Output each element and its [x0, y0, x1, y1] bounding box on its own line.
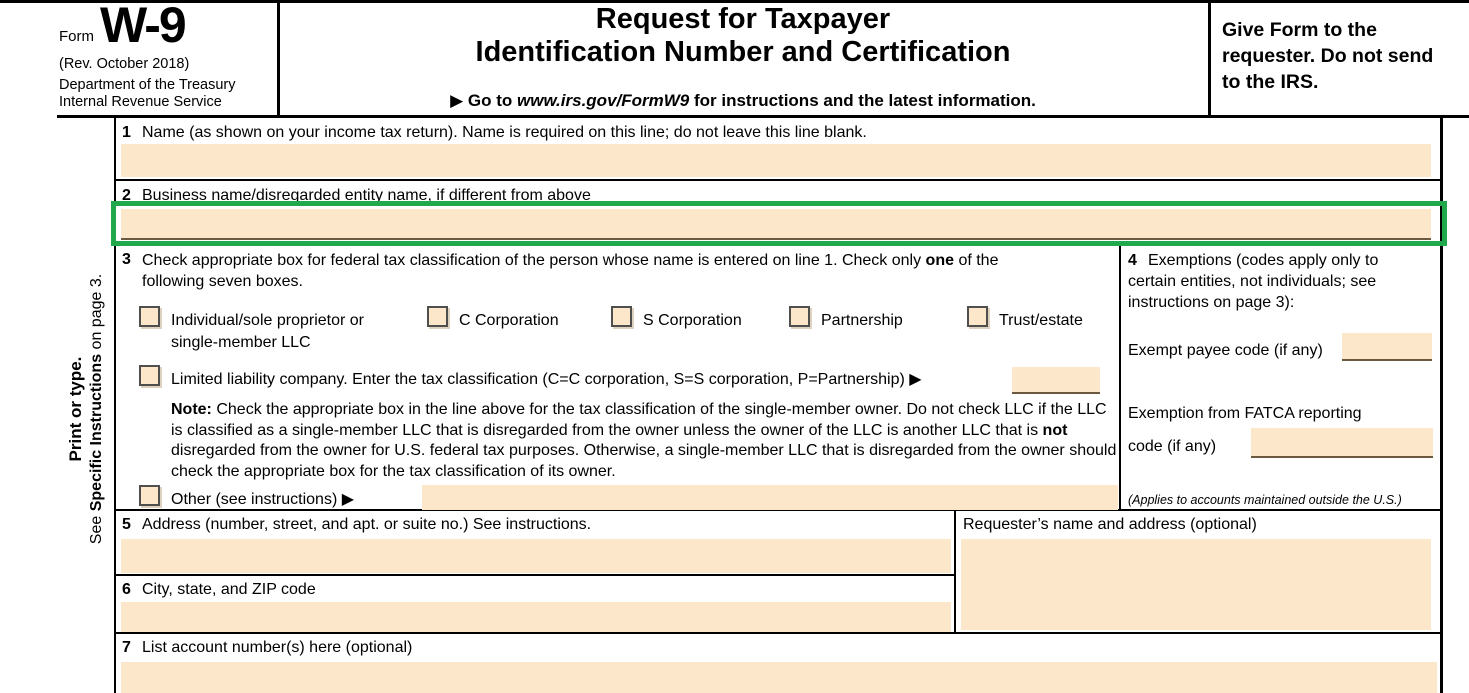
department-line: Department of the Treasury [59, 77, 236, 93]
line5-label: 5 Address (number, street, and apt. or suite no.) See instructions. [122, 516, 592, 533]
row56-divider [954, 509, 956, 634]
checkbox-c-corporation[interactable] [427, 306, 448, 327]
goto-instructions: ▶ Go to www.irs.gov/FormW9 for instructions and the latest information. [450, 91, 1036, 110]
form-title-line2: Identification Number and Certification [475, 36, 1011, 68]
irs-url: www.irs.gov/FormW9 [517, 91, 690, 110]
arrow-icon: ▶ [450, 91, 464, 110]
service-line: Internal Revenue Service [59, 94, 222, 110]
address-input[interactable] [121, 539, 951, 573]
line6-label: 6 City, state, and ZIP code [122, 581, 316, 598]
other-classification-input[interactable] [422, 485, 1118, 510]
checkbox-partnership[interactable] [789, 306, 810, 327]
line7-label: 7 List account number(s) here (optional) [122, 639, 413, 656]
table-left-border [114, 118, 116, 693]
checkbox-llc[interactable] [139, 365, 160, 386]
fatca-label-line1: Exemption from FATCA reporting [1128, 405, 1362, 422]
line3-label: Check appropriate box for federal tax classification of the person whose name is entered on line 1. Check only one of the following seven boxes. [142, 252, 999, 290]
name-input[interactable] [121, 144, 1431, 177]
form-title [278, 3, 1208, 69]
row6-border [114, 632, 1443, 634]
requester-label: Requester’s name and address (optional) [963, 516, 1257, 533]
option-other-label: Other (see instructions) ▶ [171, 491, 355, 508]
option-llc-label: Limited liability company. Enter the tax classification (C=C corporation, S=S corporation, P=Partnership) ▶ [171, 371, 922, 388]
line3-number: 3 [122, 251, 131, 268]
sidebar-print-or-type: Print or type. [66, 356, 85, 462]
print-or-type-sidebar [65, 189, 111, 629]
checkbox-s-corporation[interactable] [611, 306, 632, 327]
exempt-payee-label: Exempt payee code (if any) [1128, 342, 1323, 359]
form-number: W-9 [100, 0, 185, 53]
form-title-line1: Request for Taxpayer [595, 3, 891, 35]
checkbox-other[interactable] [139, 485, 160, 506]
row2-border [114, 244, 1443, 246]
option-partnership-label: Partnership [821, 312, 903, 329]
applies-note: (Applies to accounts maintained outside the U.S.) [1128, 493, 1402, 507]
account-numbers-input[interactable] [121, 662, 1437, 693]
arrow-icon: ▶ [341, 491, 355, 508]
requester-textarea[interactable] [961, 539, 1431, 630]
form-revision: (Rev. October 2018) [59, 56, 190, 72]
option-c-corporation-label: C Corporation [459, 312, 559, 329]
sidebar-see-instructions: See Specific Instructions on page 3. [88, 273, 105, 545]
option-individual-label: Individual/sole proprietor or single-member LLC [171, 312, 364, 351]
fatca-code-input[interactable] [1251, 428, 1433, 458]
header-bottom-border [57, 115, 1469, 118]
give-form-notice: Give Form to the requester. Do not send to the IRS. [1222, 19, 1434, 93]
row5-border [114, 574, 954, 576]
business-name-input[interactable] [121, 209, 1431, 240]
checkbox-individual[interactable] [139, 306, 160, 327]
line4-label: 4 Exemptions (codes apply only to certain entities, not individuals; see instructions on page 3): [1128, 252, 1379, 311]
arrow-icon: ▶ [909, 371, 922, 388]
form-word: Form [59, 28, 94, 45]
checkbox-trust-estate[interactable] [967, 306, 988, 327]
exempt-payee-input[interactable] [1342, 333, 1432, 361]
header-divider-right [1208, 0, 1211, 116]
line1-label: 1 Name (as shown on your income tax return). Name is required on this line; do not leave this line blank. [122, 124, 867, 141]
option-trust-estate-label: Trust/estate [999, 312, 1083, 329]
line3-note: Note: Check the appropriate box in the line above for the tax classification of the single-member owner. Do not check LLC if the LLC is classified as a single-member LLC that is disregarded from the owner unless the owner of the LLC is another LLC that is not disregarded from the owner for U.S. federal tax purposes. Otherwise, a single-member LLC that is disregarded from the owner should check the appropriate box for the tax classification of its owner. [171, 401, 1117, 480]
line2-label: 2 Business name/disregarded entity name, if different from above [122, 187, 591, 204]
city-state-zip-input[interactable] [121, 602, 951, 632]
row1-border [114, 179, 1443, 181]
option-s-corporation-label: S Corporation [643, 312, 742, 329]
fatca-label-line2: code (if any) [1128, 438, 1217, 455]
table-right-border [1440, 118, 1443, 693]
llc-classification-input[interactable] [1012, 367, 1100, 394]
